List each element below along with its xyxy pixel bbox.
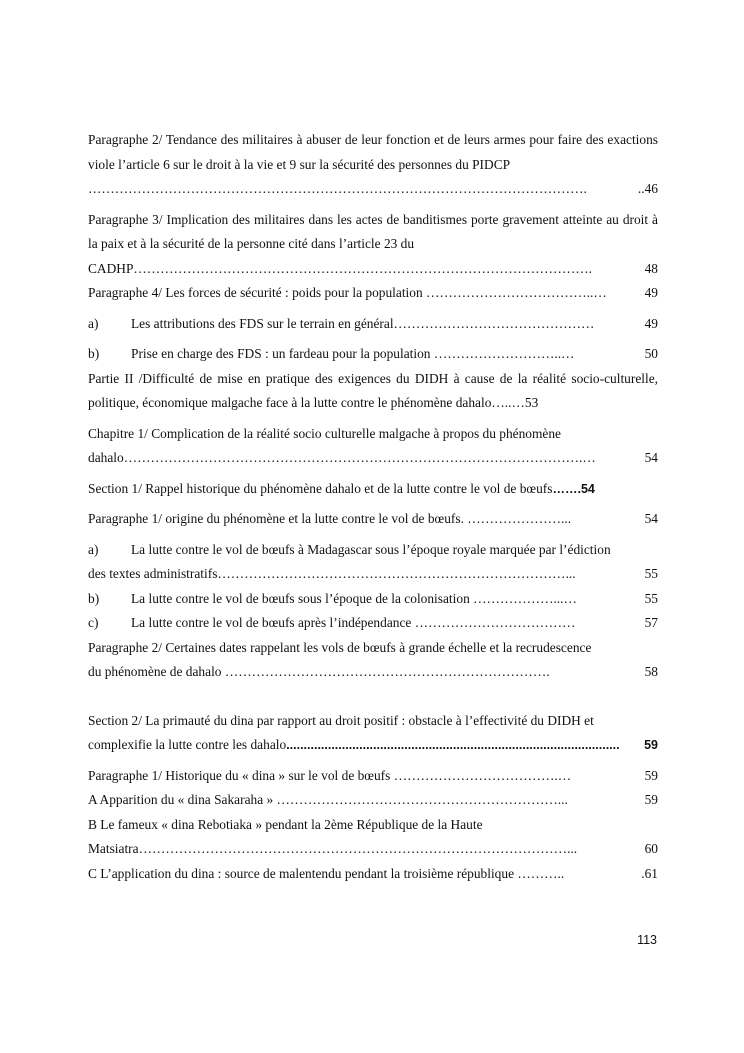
toc-entry-chapitre-1: Chapitre 1/ Complication de la réalité socio culturelle malgache à propos du phénomène xyxy=(88,425,561,441)
toc-entry-partie-2: Partie II /Difficulté de mise en pratique des exigences du DIDH à cause de la réalité socio-culturelle, politique, économique malgache face à la lutte contre le phénomène dahalo…..…53 xyxy=(88,370,658,410)
toc-entry-s1-paragraphe-2-leader: du phénomène de dahalo ………………………………………………………………. 58 xyxy=(88,660,658,685)
toc-entry-s1-item-c: c) La lutte contre le vol de bœufs après l’indépendance ……………………………… 57 xyxy=(88,611,658,636)
toc-entry-paragraphe-3: Paragraphe 3/ Implication des militaires dans les actes de banditismes porte gravement atteinte au droit à la paix et à la sécurité de la personne cité dans l’article 23 du xyxy=(88,211,658,251)
page-ref: 49 xyxy=(644,315,658,331)
dot-leader: …………………………………………………………………………………………………. xyxy=(88,181,587,196)
page-ref: 60 xyxy=(644,841,658,856)
toc-entry-paragraphe-3-leader xyxy=(88,257,658,282)
toc-entry-s1-paragraphe-2: Paragraphe 2/ Certaines dates rappelant les vols de bœufs à grande échelle et la recrudescence xyxy=(88,639,592,655)
toc-entry-s2-item-B-leader: Matsiatra……………………………………………………………………………………... 60 xyxy=(88,837,658,862)
page-ref: 59 xyxy=(644,767,658,783)
page-number: 113 xyxy=(637,933,657,947)
dot-leader: ................................................................................................ xyxy=(286,738,620,752)
page-ref: 48 xyxy=(644,260,658,276)
page-ref: 59 xyxy=(644,738,658,752)
toc-entry-section-2-leader: complexifie la lutte contre les dahalo ................................................................................................ 59 xyxy=(88,733,658,758)
page-ref: 55 xyxy=(644,590,658,606)
page-ref: 50 xyxy=(644,346,658,361)
list-marker: a) xyxy=(88,541,99,557)
page-ref: 49 xyxy=(644,285,658,300)
toc-entry-s2-item-A: A Apparition du « dina Sakaraha » ………………………………………………………... 59 xyxy=(88,788,658,813)
page-ref: 58 xyxy=(644,664,658,679)
page-ref: 59 xyxy=(644,792,658,807)
toc-entry-section-1: Section 1/ Rappel historique du phénomène dahalo et de la lutte contre le vol de bœufs ……. 54 xyxy=(88,477,658,502)
page-ref: 53 xyxy=(524,395,539,410)
toc-entry-s2-paragraphe-1: Paragraphe 1/ Historique du « dina » sur le vol de bœufs ……………………………….… 59 xyxy=(88,764,658,789)
toc-entry-s1-item-b: b) La lutte contre le vol de bœufs sous l’époque de la colonisation ………………...… 55 xyxy=(88,587,658,612)
list-marker: a) xyxy=(88,315,99,331)
toc-entry-s1-paragraphe-1: Paragraphe 1/ origine du phénomène et la lutte contre le vol de bœufs. …………………... 54 xyxy=(88,507,658,532)
list-marker: b) xyxy=(88,590,100,606)
toc-entry-item-a: a) Les attributions des FDS sur le terrain en général……………………………………… 49 xyxy=(88,312,658,337)
page-ref: .61 xyxy=(641,865,658,881)
toc-entry-s1-item-a: a) La lutte contre le vol de bœufs à Madagascar sous l’époque royale marquée par l’édiction xyxy=(88,538,658,563)
toc-entry-chapitre-1-leader: dahalo………………………………………………………………………………………….… 54 xyxy=(88,446,658,471)
page-ref: ..46 xyxy=(637,181,658,196)
page-ref: 54 xyxy=(644,450,658,465)
toc-entry-item-b: b) Prise en charge des FDS : un fardeau pour la population ………………………..… 50 xyxy=(88,342,658,367)
list-marker: b) xyxy=(88,346,100,361)
dot-leader: CADHP…………………………………………………………………………………………. xyxy=(88,260,593,276)
page-ref: 57 xyxy=(644,615,658,630)
toc-entry-paragraphe-2-leader xyxy=(88,177,658,202)
dot-leader: ……. xyxy=(552,481,581,496)
page-ref: 54 xyxy=(644,511,658,526)
table-of-contents xyxy=(88,128,658,886)
toc-entry-paragraphe-2: Paragraphe 2/ Tendance des militaires à abuser de leur fonction et de leurs armes pour faire des exactions viole l’article 6 sur le droit à la vie et 9 sur la sécurité des personnes du PIDCP xyxy=(88,132,658,172)
list-marker: c) xyxy=(88,615,99,630)
toc-entry-paragraphe-4: Paragraphe 4/ Les forces de sécurité : poids pour la population ………………………………..… 49 xyxy=(88,281,658,306)
toc-entry-s2-item-C: C L’application du dina : source de malentendu pendant la troisième république ……….. .61 xyxy=(88,862,658,887)
page-ref: 54 xyxy=(580,481,595,496)
page-ref: 55 xyxy=(644,566,658,581)
toc-entry-s2-item-B: B Le fameux « dina Rebotiaka » pendant la 2ème République de la Haute xyxy=(88,816,483,832)
toc-entry-section-2: Section 2/ La primauté du dina par rapport au droit positif : obstacle à l’effectivité du DIDH et xyxy=(88,712,594,728)
toc-entry-s1-item-a-leader: des textes administratifs……………………………………………………………………... 55 xyxy=(88,562,658,587)
